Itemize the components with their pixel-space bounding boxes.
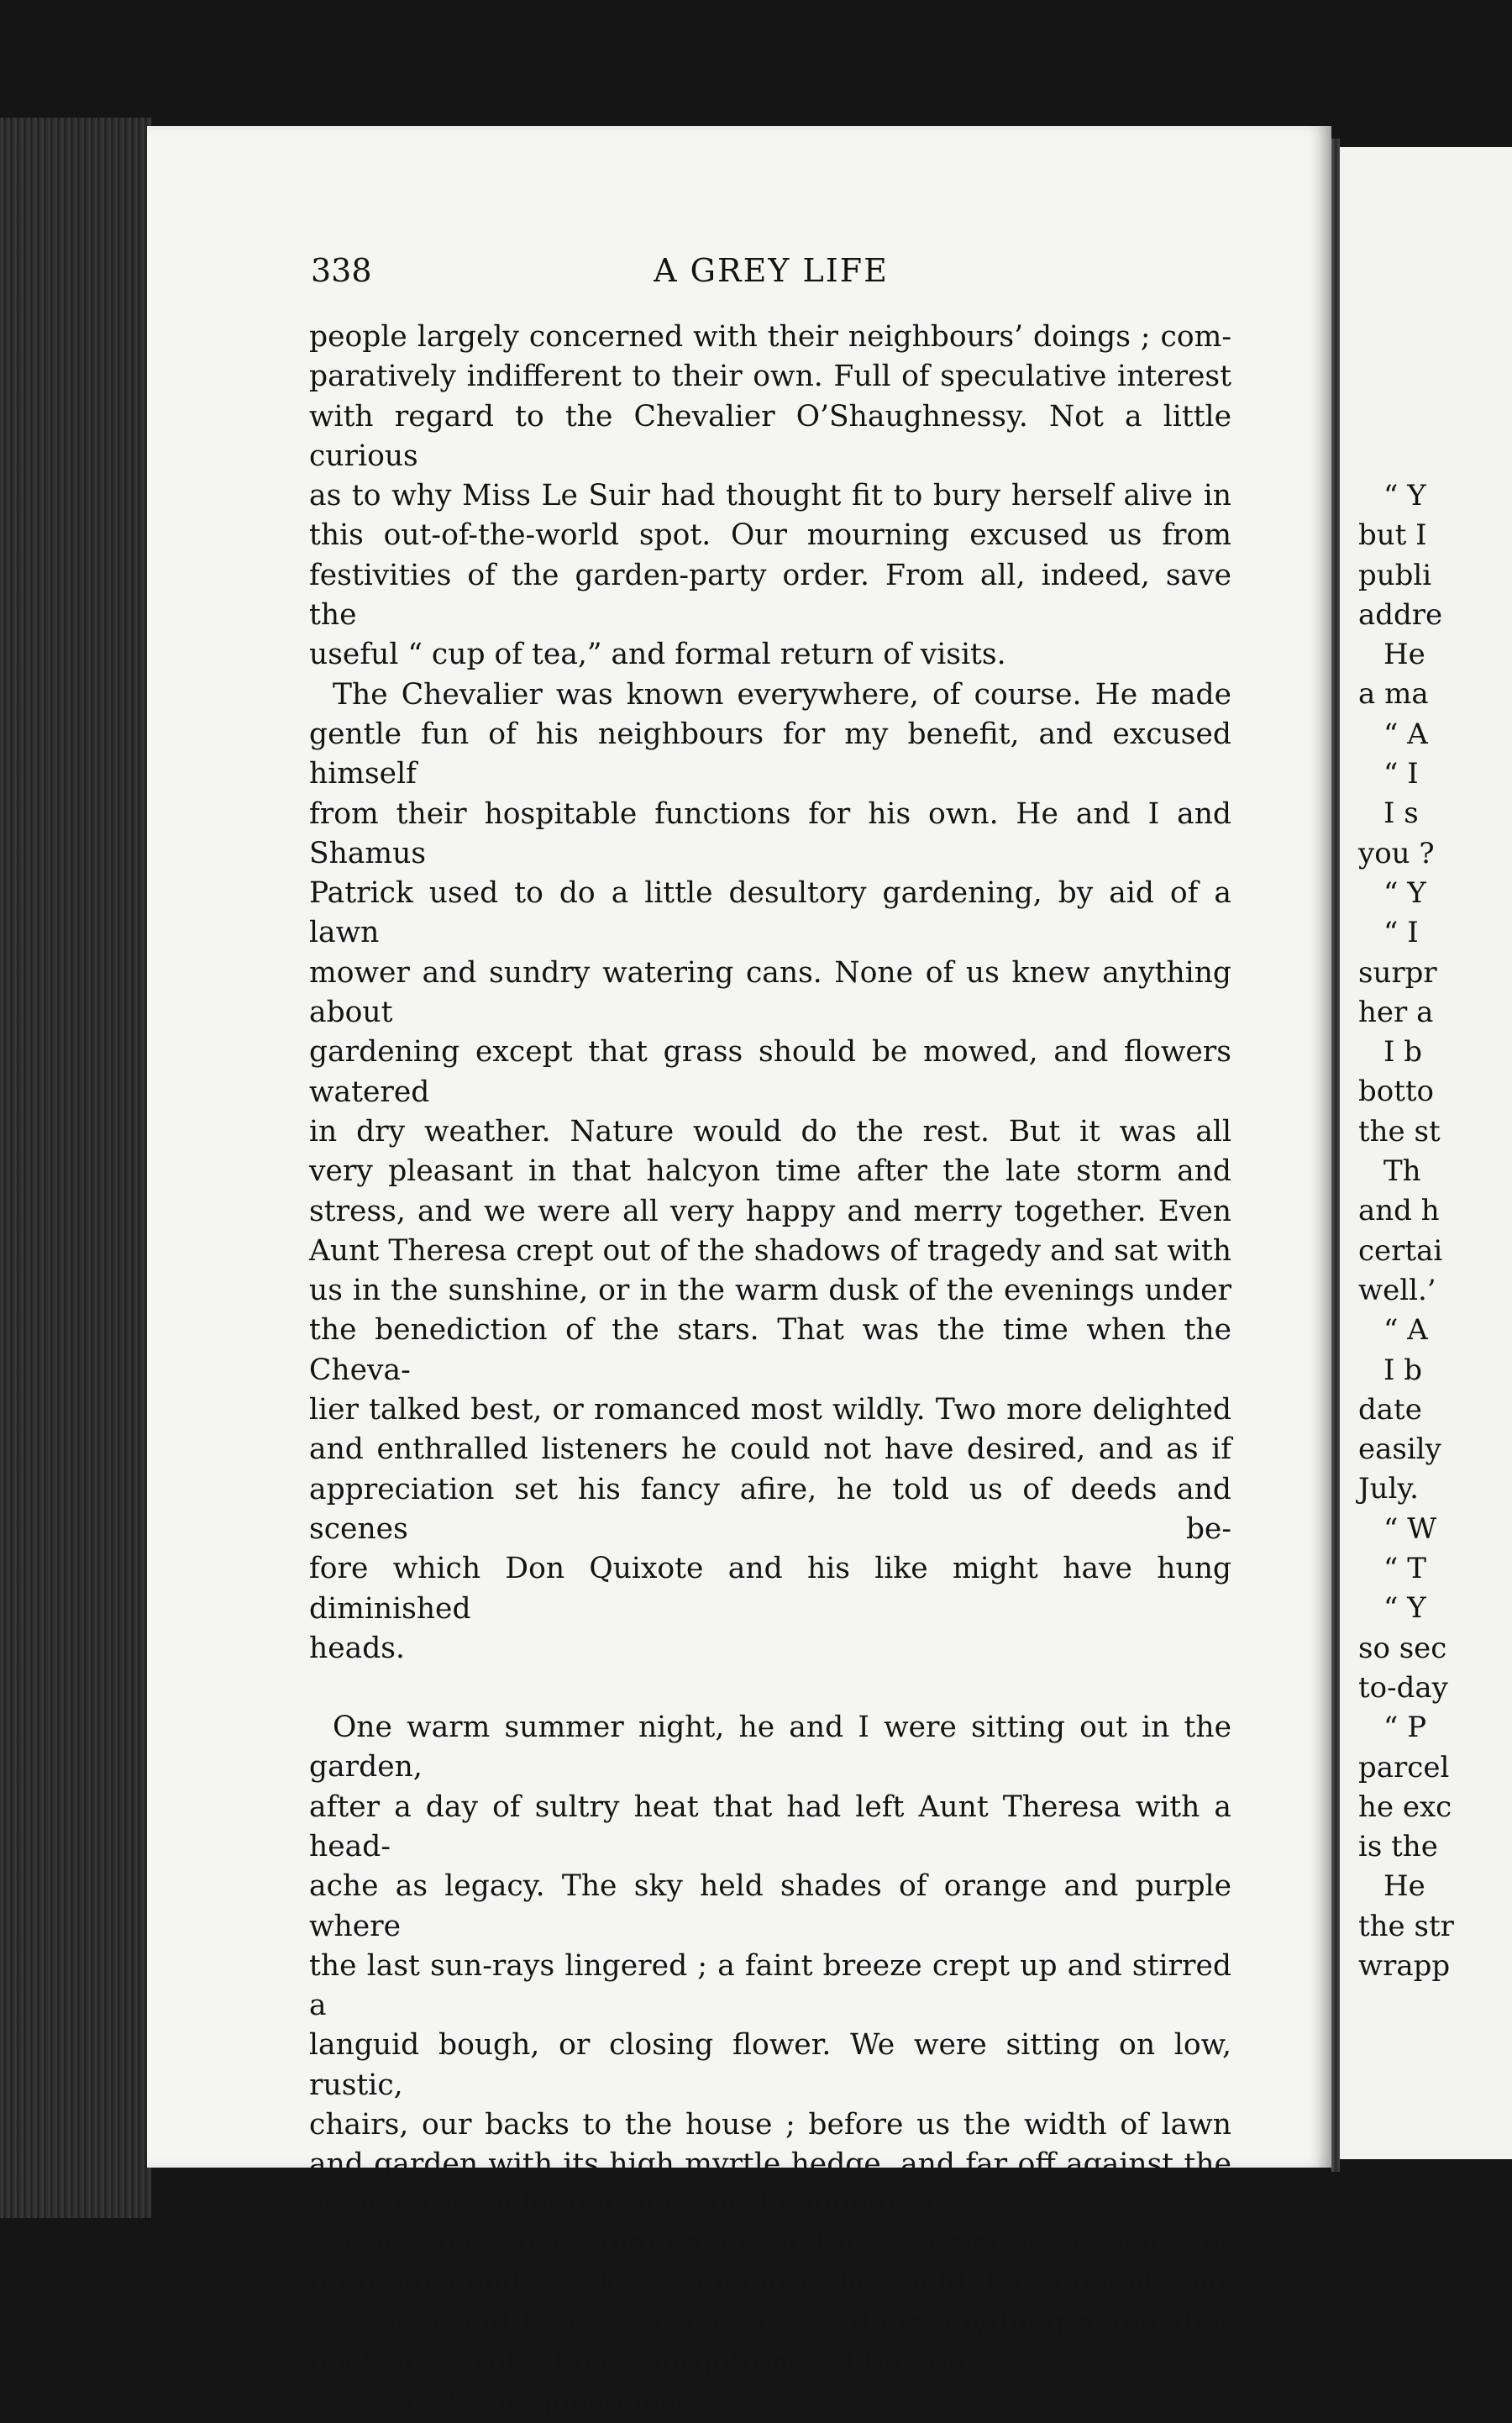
- facing-page-line: I b: [1383, 1035, 1423, 1070]
- text-line: fore which Don Quixote and his like might have hung diminished: [309, 1552, 1231, 1626]
- text-line: gardening except that grass should be mowed, and flowers watered: [309, 1035, 1231, 1109]
- facing-page-line: “ A: [1383, 717, 1428, 751]
- facing-page-line: parcel: [1358, 1750, 1450, 1784]
- text-line: Patrick used to do a little desultory gardening, by aid of a lawn: [309, 876, 1231, 950]
- facing-page-line: “ Y: [1383, 479, 1426, 512]
- running-title: A GREY LIFE: [654, 252, 889, 289]
- text-line: us in the sunshine, or in the warm dusk of the evenings under: [309, 1274, 1231, 1308]
- facing-page-line: Th: [1383, 1154, 1421, 1189]
- facing-page-line: so sec: [1358, 1631, 1447, 1665]
- text-line: The Chevalier was known everywhere, of course. He made: [333, 677, 1231, 712]
- text-line: both our minds back to a memory they held, for suddenly our: [309, 2267, 1231, 2301]
- facing-page-line: “ I: [1383, 916, 1419, 950]
- facing-page-line: a ma: [1358, 677, 1429, 712]
- page-number: 338: [311, 252, 372, 289]
- text-line: mower and sundry watering cans. None of us knew anything about: [309, 955, 1231, 1030]
- book-page-edges: [0, 118, 151, 2218]
- text-line: from their hospitable functions for his own. He and I and Shamus: [309, 796, 1231, 870]
- text-line: lier talked best, or romanced most wildly. Two more delighted: [309, 1393, 1231, 1427]
- facing-page-line: is the: [1358, 1830, 1438, 1864]
- facing-page-line: easily: [1358, 1432, 1441, 1467]
- text-line: as to why Miss Le Suir had thought fit to bury herself alive in: [309, 479, 1231, 513]
- facing-page-line: the st: [1358, 1114, 1441, 1148]
- text-line: the benediction of the stars. That was the time when the Cheva-: [309, 1313, 1231, 1387]
- facing-page-line: “ T: [1383, 1552, 1426, 1586]
- facing-page-line: but I: [1358, 518, 1427, 553]
- book-gutter: [1331, 139, 1340, 2172]
- facing-page-line: addre: [1358, 597, 1443, 632]
- facing-page-line: “ Y: [1383, 1591, 1426, 1626]
- text-line: skyline the violet darkness of the mountains.: [309, 2187, 969, 2221]
- facing-page-line: and h: [1358, 1194, 1440, 1228]
- text-line: appreciation set his fancy afire, he told us of deeds and scenes be-: [309, 1472, 1231, 1546]
- page-body: [309, 318, 1231, 2423]
- text-line: stress, and we were all very happy and merry together. Even: [309, 1194, 1231, 1228]
- facing-page-line: He: [1383, 638, 1425, 672]
- text-line: It may have been that colour and its associations which sent: [333, 2226, 1231, 2261]
- text-line: after a day of sultry heat that had left Aunt Theresa with a head-: [309, 1790, 1231, 1863]
- text-line: this out-of-the-world spot. Our mourning excused us from: [309, 518, 1231, 553]
- facing-page-text: [1358, 476, 1454, 1986]
- facing-page-line: He: [1383, 1869, 1425, 1904]
- facing-page-line: to-day: [1358, 1670, 1448, 1705]
- text-line: ache as legacy. The sky held shades of orange and purple where: [309, 1869, 1231, 1943]
- facing-page-line: the str: [1358, 1909, 1454, 1943]
- facing-page-line: publi: [1358, 558, 1432, 592]
- section-break: [309, 1669, 1231, 1708]
- text-line: paratively indifferent to their own. Full of speculative interest: [309, 360, 1231, 394]
- text-line: One warm summer night, he and I were sitting out in the garden,: [309, 1711, 1231, 1784]
- text-line: the last sun-rays lingered ; a faint breeze crept up and stirred a: [309, 1948, 1231, 2023]
- text-line: gentle fun of his neighbours for my benefit, and excused himself: [309, 717, 1231, 791]
- facing-page-line: “ A: [1383, 1313, 1428, 1348]
- facing-page-line: “ P: [1383, 1711, 1427, 1745]
- text-line: with regard to the Chevalier O’Shaughnessy. Not a little curious: [309, 399, 1231, 473]
- text-line: book she wrote. I have forgotten—all this time.”: [309, 2346, 1016, 2380]
- text-line: eyes met and I said, “ I have never done anything about that: [309, 2306, 1231, 2341]
- text-line: useful “ cup of tea,” and formal return of visits.: [309, 638, 1006, 672]
- facing-page-line: surpr: [1358, 955, 1437, 990]
- paragraph: [309, 2384, 1231, 2423]
- facing-page-line: botto: [1358, 1075, 1435, 1109]
- facing-page-line: her a: [1358, 995, 1434, 1029]
- facing-page-line: certai: [1358, 1233, 1443, 1268]
- text-line: festivities of the garden-party order. From all, indeed, save the: [309, 558, 1231, 633]
- paragraph: [309, 2225, 1231, 2384]
- facing-page-line: wrapp: [1358, 1948, 1451, 1983]
- facing-page-line: “ I: [1383, 757, 1419, 791]
- facing-page-line: “ Y: [1383, 875, 1426, 910]
- paragraph: [309, 318, 1231, 675]
- facing-page-line: “ W: [1383, 1511, 1437, 1546]
- text-line: languid bough, or closing flower. We were sitting on low, rustic,: [309, 2028, 1231, 2102]
- facing-page-line: I b: [1383, 1353, 1423, 1387]
- page-header: [311, 252, 1231, 302]
- text-line: people largely concerned with their neighbours’ doings ; com-: [309, 320, 1231, 354]
- facing-page-line: he exc: [1358, 1790, 1452, 1824]
- facing-page-line: you ?: [1358, 836, 1435, 870]
- text-line: heads.: [309, 1631, 405, 1665]
- text-line: in dry weather. Nature would do the rest. But it was all: [309, 1114, 1231, 1148]
- facing-page-line: July.: [1358, 1472, 1419, 1506]
- text-line: “ Book ? ” he questioned.: [333, 2386, 705, 2420]
- text-line: chairs, our backs to the house ; before us the width of lawn: [309, 2108, 1231, 2142]
- facing-page-line: I s: [1383, 796, 1419, 831]
- right-page: [1340, 147, 1512, 2159]
- paragraph: [309, 1708, 1231, 2225]
- text-line: and garden with its high myrtle hedge, and far off against the: [309, 2147, 1231, 2182]
- text-line: Aunt Theresa crept out of the shadows of tragedy and sat with: [309, 1233, 1231, 1268]
- facing-page-line: well.’: [1358, 1273, 1436, 1307]
- text-line: and enthralled listeners he could not have desired, and as if: [309, 1432, 1231, 1467]
- text-line: very pleasant in that halcyon time after the late storm and: [309, 1154, 1231, 1189]
- paragraph: [309, 675, 1231, 1669]
- facing-page-line: date: [1358, 1392, 1422, 1427]
